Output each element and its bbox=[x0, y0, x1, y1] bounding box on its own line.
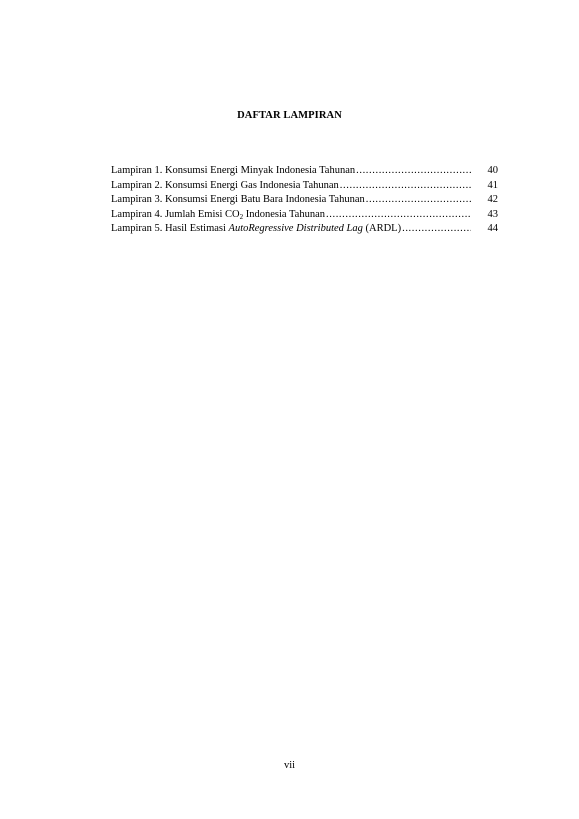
appendix-list bbox=[111, 164, 498, 237]
page-title: DAFTAR LAMPIRAN bbox=[237, 110, 342, 121]
entry-page-number: 42 bbox=[487, 194, 498, 205]
list-item[interactable] bbox=[111, 179, 498, 194]
entry-title-text: Lampiran 5. Hasil Estimasi bbox=[111, 223, 229, 234]
entry-title bbox=[111, 193, 365, 208]
entry-title-text: Lampiran 3. Konsumsi Energi Batu Bara Indonesia Tahunan bbox=[111, 194, 365, 205]
dot-leader bbox=[402, 222, 471, 237]
entry-title bbox=[111, 164, 355, 179]
entry-title bbox=[111, 222, 401, 237]
entry-title-italic: AutoRegressive Distributed Lag bbox=[228, 223, 363, 234]
entry-page-number: 43 bbox=[487, 208, 498, 220]
dot-leader bbox=[356, 164, 471, 179]
subscript: 2 bbox=[239, 212, 244, 221]
entry-title-text: Lampiran 1. Konsumsi Energi Minyak Indonesia Tahunan bbox=[111, 165, 356, 176]
entry-title-text: Lampiran 2. Konsumsi Energi Gas Indonesia Tahunan bbox=[111, 179, 339, 191]
entry-page-number: 41 bbox=[487, 179, 498, 191]
entry-title bbox=[111, 208, 325, 223]
entry-page-number: 40 bbox=[487, 165, 498, 176]
page-number: vii bbox=[283, 760, 296, 771]
dot-leader bbox=[366, 193, 471, 208]
entry-title-text: Lampiran 4. Jumlah Emisi CO bbox=[111, 208, 240, 220]
dot-leader bbox=[340, 179, 471, 194]
list-item[interactable] bbox=[111, 193, 498, 208]
entry-title-text-after: Indonesia Tahunan bbox=[243, 208, 326, 220]
entry-page-number: 44 bbox=[487, 223, 498, 234]
dot-leader bbox=[326, 208, 471, 223]
list-item[interactable] bbox=[111, 222, 498, 237]
entry-title-text-after: (ARDL) bbox=[362, 223, 402, 234]
list-item[interactable] bbox=[111, 164, 498, 179]
entry-title bbox=[111, 179, 339, 194]
list-item[interactable] bbox=[111, 208, 498, 223]
